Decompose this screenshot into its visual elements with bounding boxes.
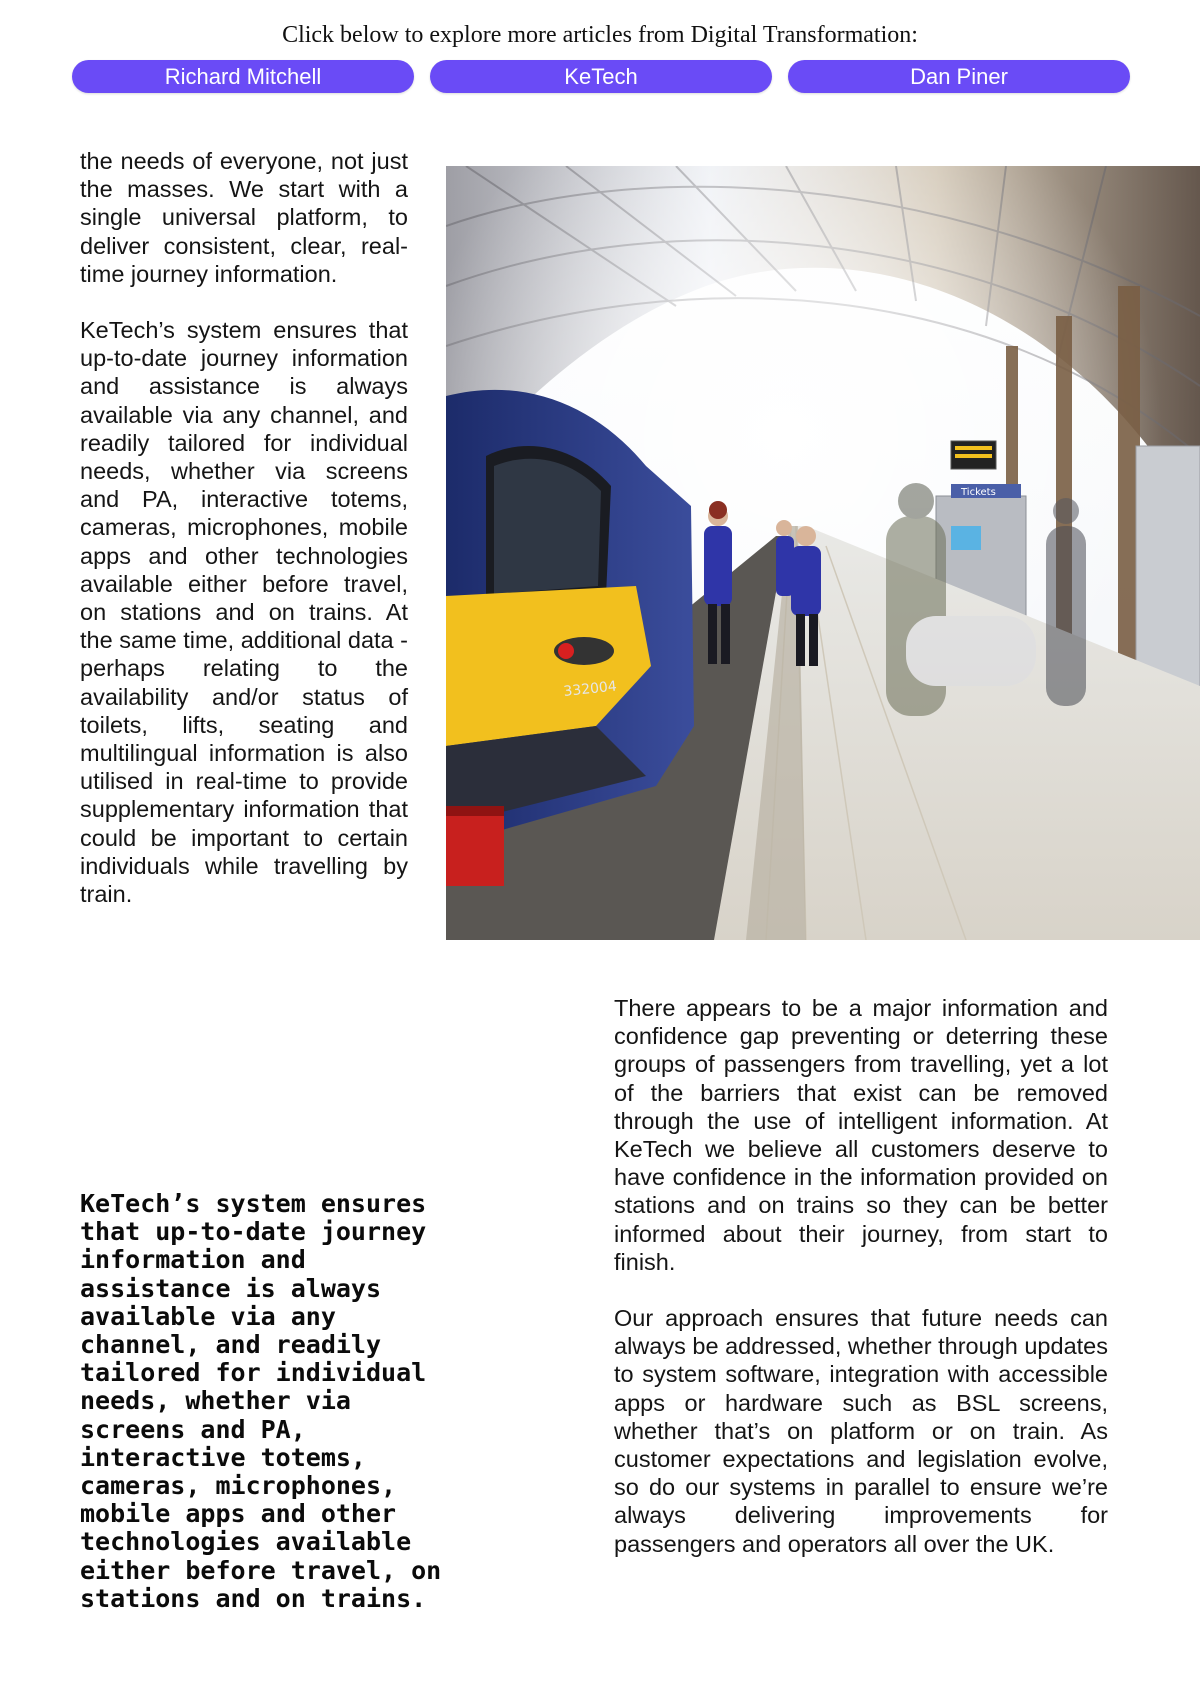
link-richard-mitchell[interactable]: Richard Mitchell: [72, 60, 414, 93]
link-ketech[interactable]: KeTech: [430, 60, 772, 93]
tickets-sign: Tickets: [961, 487, 996, 498]
article-links: [72, 60, 1130, 93]
explore-heading: Click below to explore more articles from Digital Transformation:: [282, 22, 918, 48]
train-number: 332004: [562, 678, 618, 700]
left-paragraph-1: the needs of everyone, not just the masses. We start with a single universal platform, to deliver consistent, clear, real-time journey information.: [80, 148, 408, 287]
right-paragraph-2: Our approach ensures that future needs can always be addressed, whether through updates to system software, integration with accessible apps or hardware such as BSL screens, whether that’s on platform or on train. As customer expectations and legislation evolve, so do our systems in parallel to ensure we’re always delivering improvements for passengers and operators all over the UK.: [614, 1305, 1108, 1557]
station-train-photo: [446, 166, 1200, 940]
right-paragraph-1: There appears to be a major information and confidence gap preventing or deterring these groups of passengers from travelling, yet a lot of the barriers that exist can be removed through the use of intelligent information. At KeTech we believe all customers deserve to have confidence in the information provided on stations and on trains so they can be better informed about their journey, from start to finish.: [614, 995, 1108, 1275]
right-column-text: [614, 994, 1108, 1586]
left-column-text: [80, 147, 408, 936]
link-dan-piner[interactable]: Dan Piner: [788, 60, 1130, 93]
pull-quote: KeTech’s system ensures that up-to-date journey information and assistance is always available via any channel, and readily tailored for individual needs, whether via screens and PA, interactive totems, cameras, microphones, mobile apps and other technologies available either before travel, on stations and on trains.: [80, 1189, 442, 1613]
left-paragraph-2: KeTech’s system ensures that up-to-date journey information and assistance is always available via any channel, and readily tailored for individual needs, whether via screens and PA, interactive totems, cameras, microphones, mobile apps and other technologies available either before travel, on stations and on trains. At the same time, additional data - perhaps relating to the availability and/or status of toilets, lifts, seating and multilingual information is also utilised in real-time to provide supplementary information that could be important to certain individuals while travelling by train.: [80, 317, 408, 908]
